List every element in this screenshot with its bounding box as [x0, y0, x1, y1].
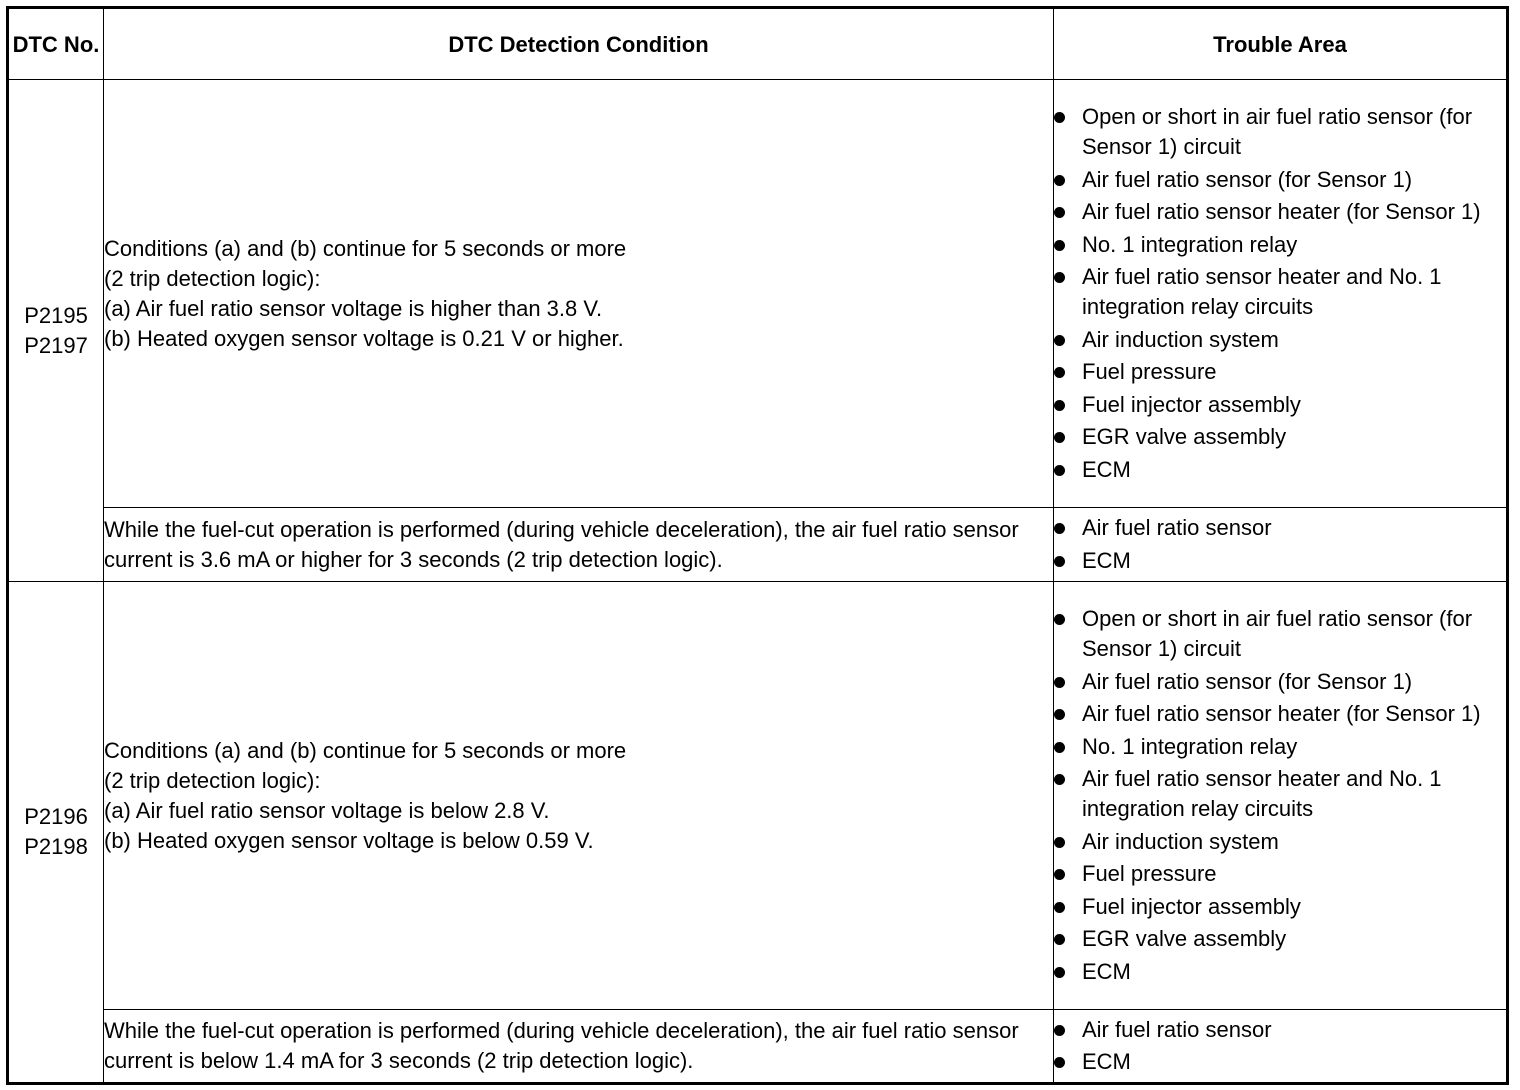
trouble-area-item: ECM [1082, 958, 1131, 984]
bullet-icon [1054, 240, 1065, 251]
list-item [1054, 924, 1506, 954]
trouble-area-item: Air fuel ratio sensor heater (for Sensor 1) [1082, 199, 1481, 225]
list-item [1054, 325, 1506, 355]
condition-line: While the fuel-cut operation is performed (during vehicle deceleration), the air fuel ratio sensor current is 3.6 mA or higher for 3 seconds (2 trip detection logic). [104, 516, 1019, 572]
bullet-icon [1054, 869, 1065, 880]
list-item [1054, 1015, 1506, 1045]
trouble-area-item: Fuel injector assembly [1082, 391, 1301, 417]
list-item [1054, 667, 1506, 697]
dtc-code: P2195 [24, 302, 88, 328]
bullet-icon [1054, 432, 1065, 443]
trouble-area-item: Air fuel ratio sensor (for Sensor 1) [1082, 668, 1413, 694]
condition-line: (a) Air fuel ratio sensor voltage is higher than 3.8 V. [104, 295, 603, 321]
trouble-area-cell [1054, 1010, 1508, 1084]
condition-line: (b) Heated oxygen sensor voltage is 0.21 V or higher. [104, 325, 624, 351]
condition-line: (b) Heated oxygen sensor voltage is below 0.59 V. [104, 827, 594, 853]
bullet-icon [1054, 1025, 1065, 1036]
detection-condition-cell [104, 508, 1054, 582]
bullet-icon [1054, 742, 1065, 753]
trouble-area-item: No. 1 integration relay [1082, 733, 1298, 759]
trouble-area-item: No. 1 integration relay [1082, 231, 1298, 257]
table-row [8, 80, 1508, 508]
list-item [1054, 357, 1506, 387]
list-item [1054, 513, 1506, 543]
condition-line: While the fuel-cut operation is performed (during vehicle deceleration), the air fuel ratio sensor current is below 1.4 mA for 3 seconds (2 trip detection logic). [104, 1018, 1019, 1073]
list-item [1054, 892, 1506, 922]
trouble-area-item: Air fuel ratio sensor [1082, 1016, 1272, 1042]
table-row [8, 1010, 1508, 1084]
trouble-area-item: Air induction system [1082, 828, 1279, 854]
dtc-table [6, 6, 1509, 1085]
bullet-icon [1054, 367, 1065, 378]
trouble-area-item: EGR valve assembly [1082, 424, 1287, 450]
list-item [1054, 197, 1506, 227]
bullet-icon [1054, 902, 1065, 913]
trouble-area-item: Fuel injector assembly [1082, 893, 1301, 919]
bullet-icon [1054, 335, 1065, 346]
trouble-area-item: Open or short in air fuel ratio sensor (for Sensor 1) circuit [1082, 606, 1473, 662]
trouble-area-cell [1054, 508, 1508, 582]
header-detection-condition: DTC Detection Condition [104, 8, 1054, 80]
bullet-icon [1054, 400, 1065, 411]
trouble-area-item: ECM [1082, 547, 1131, 573]
trouble-area-item: Air fuel ratio sensor heater and No. 1 integration relay circuits [1082, 766, 1442, 822]
header-dtc-no: DTC No. [8, 8, 104, 80]
dtc-code: P2196 [24, 804, 88, 829]
table-row [8, 582, 1508, 1010]
trouble-area-item: Air fuel ratio sensor [1082, 515, 1272, 541]
bullet-icon [1054, 614, 1065, 625]
trouble-area-list [1054, 513, 1506, 576]
list-item [1054, 422, 1506, 452]
detection-condition-cell [104, 582, 1054, 1010]
dtc-code: P2197 [24, 332, 88, 358]
condition-line: (2 trip detection logic): [104, 265, 321, 291]
header-row [8, 8, 1508, 80]
trouble-area-cell [1054, 582, 1508, 1010]
condition-line: (2 trip detection logic): [104, 767, 321, 793]
trouble-area-list [1054, 102, 1506, 485]
detection-condition-cell [104, 1010, 1054, 1084]
list-item [1054, 764, 1506, 824]
condition-line: Conditions (a) and (b) continue for 5 seconds or more [104, 235, 627, 261]
list-item [1054, 230, 1506, 260]
trouble-area-item: Fuel pressure [1082, 861, 1217, 887]
trouble-area-list [1054, 1015, 1506, 1078]
list-item [1054, 455, 1506, 485]
trouble-area-item: Air fuel ratio sensor heater (for Sensor 1) [1082, 701, 1481, 727]
header-trouble-area: Trouble Area [1054, 8, 1508, 80]
list-item [1054, 546, 1506, 576]
bullet-icon [1054, 207, 1065, 218]
list-item [1054, 1047, 1506, 1077]
bullet-icon [1054, 934, 1065, 945]
bullet-icon [1054, 272, 1065, 283]
bullet-icon [1054, 967, 1065, 978]
table-row [8, 508, 1508, 582]
trouble-area-item: ECM [1082, 1049, 1131, 1075]
trouble-area-item: Open or short in air fuel ratio sensor (for Sensor 1) circuit [1082, 104, 1473, 160]
bullet-icon [1054, 774, 1065, 785]
trouble-area-item: Air fuel ratio sensor heater and No. 1 integration relay circuits [1082, 264, 1442, 320]
bullet-icon [1054, 465, 1065, 476]
trouble-area-item: Air induction system [1082, 326, 1279, 352]
bullet-icon [1054, 523, 1065, 534]
list-item [1054, 699, 1506, 729]
bullet-icon [1054, 175, 1065, 186]
list-item [1054, 957, 1506, 987]
list-item [1054, 827, 1506, 857]
trouble-area-item: Air fuel ratio sensor (for Sensor 1) [1082, 166, 1413, 192]
trouble-area-item: ECM [1082, 456, 1131, 482]
bullet-icon [1054, 677, 1065, 688]
list-item [1054, 859, 1506, 889]
bullet-icon [1054, 1057, 1065, 1068]
trouble-area-item: Fuel pressure [1082, 359, 1217, 385]
trouble-area-cell [1054, 80, 1508, 508]
list-item [1054, 262, 1506, 322]
dtc-code-cell [8, 80, 104, 582]
dtc-code-cell [8, 582, 104, 1084]
condition-line: Conditions (a) and (b) continue for 5 seconds or more [104, 737, 627, 763]
list-item [1054, 732, 1506, 762]
list-item [1054, 102, 1506, 162]
dtc-code: P2198 [24, 834, 88, 859]
bullet-icon [1054, 112, 1065, 123]
list-item [1054, 165, 1506, 195]
list-item [1054, 604, 1506, 664]
detection-condition-cell [104, 80, 1054, 508]
condition-line: (a) Air fuel ratio sensor voltage is below 2.8 V. [104, 797, 550, 823]
list-item [1054, 390, 1506, 420]
bullet-icon [1054, 709, 1065, 720]
trouble-area-list [1054, 604, 1506, 987]
bullet-icon [1054, 837, 1065, 848]
trouble-area-item: EGR valve assembly [1082, 926, 1287, 952]
bullet-icon [1054, 556, 1065, 567]
